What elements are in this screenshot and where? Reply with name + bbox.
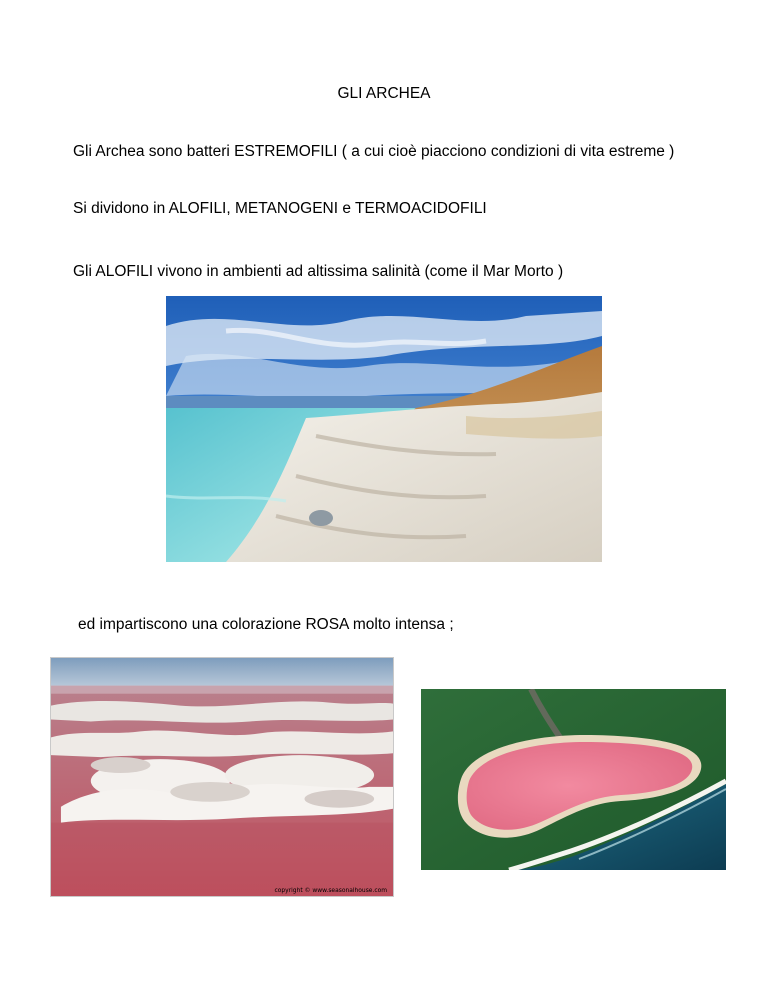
page-title: GLI ARCHEA xyxy=(337,85,431,102)
dead-sea-photo xyxy=(166,296,602,562)
photo-credit: copyright © www.seasonalhouse.com xyxy=(274,887,388,895)
classification-paragraph: Si dividono in ALOFILI, METANOGENI e TERMOACIDOFILI xyxy=(73,200,487,217)
intro-paragraph: Gli Archea sono batteri ESTREMOFILI ( a cui cioè piacciono condizioni di vita estreme ) xyxy=(73,143,675,160)
pink-color-paragraph: ed impartiscono una colorazione ROSA molto intensa ; xyxy=(78,616,454,633)
pink-salt-lake-photo xyxy=(50,657,394,897)
halophiles-paragraph: Gli ALOFILI vivono in ambienti ad altissima salinità (come il Mar Morto ) xyxy=(73,263,564,280)
pink-lake-aerial-photo xyxy=(421,689,726,870)
